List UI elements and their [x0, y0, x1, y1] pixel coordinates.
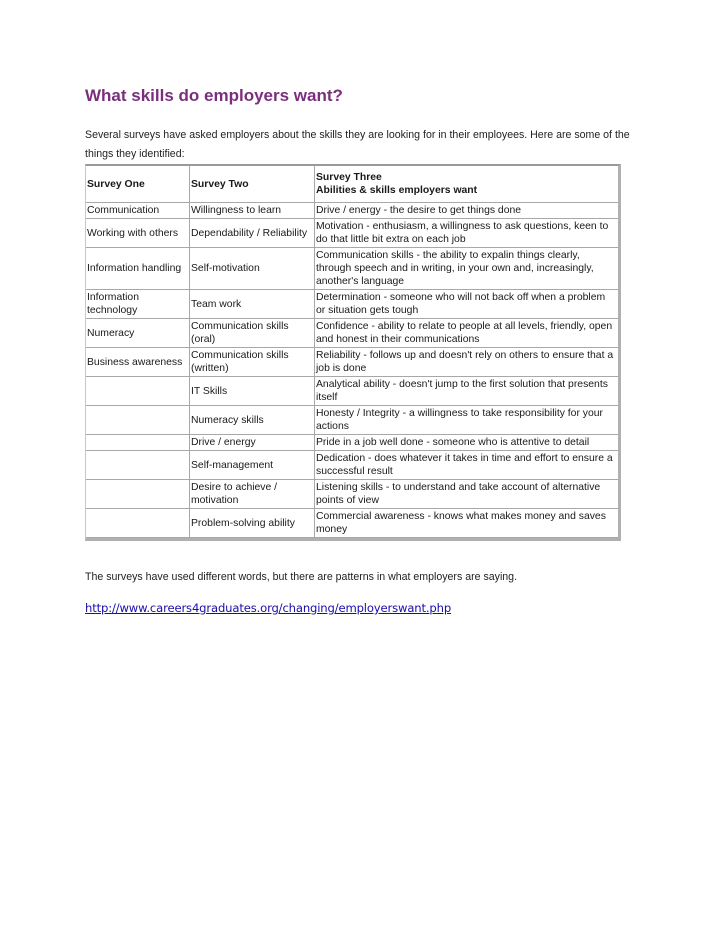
table-body: [86, 203, 618, 538]
cell-survey-two: Dependability / Reliability: [190, 219, 315, 248]
table-row: [86, 219, 618, 248]
cell-survey-three: Commercial awareness - knows what makes money and saves money: [315, 509, 618, 538]
cell-survey-two: Self-motivation: [190, 248, 315, 290]
cell-survey-two: Numeracy skills: [190, 406, 315, 435]
cell-survey-one: [86, 435, 190, 451]
header-survey-three: [315, 166, 618, 203]
cell-survey-three: Pride in a job well done - someone who is attentive to detail: [315, 435, 618, 451]
table-row: [86, 451, 618, 480]
table-row: [86, 290, 618, 319]
table-row: [86, 203, 618, 219]
cell-survey-three: Determination - someone who will not back off when a problem or situation gets tough: [315, 290, 618, 319]
header-survey-three-title: Survey Three: [316, 172, 382, 183]
cell-survey-three: Reliability - follows up and doesn't rely on others to ensure that a job is done: [315, 348, 618, 377]
cell-survey-one: Business awareness: [86, 348, 190, 377]
cell-survey-one: [86, 509, 190, 538]
header-survey-three-subtitle: Abilities & skills employers want: [316, 185, 478, 196]
cell-survey-one: [86, 451, 190, 480]
cell-survey-one: [86, 377, 190, 406]
cell-survey-three: Listening skills - to understand and take account of alternative points of view: [315, 480, 618, 509]
table-row: [86, 248, 618, 290]
cell-survey-three: Dedication - does whatever it takes in time and effort to ensure a successful result: [315, 451, 618, 480]
cell-survey-one: Information technology: [86, 290, 190, 319]
cell-survey-two: Self-management: [190, 451, 315, 480]
cell-survey-one: Information handling: [86, 248, 190, 290]
cell-survey-two: Communication skills (written): [190, 348, 315, 377]
cell-survey-two: Team work: [190, 290, 315, 319]
cell-survey-two: Communication skills (oral): [190, 319, 315, 348]
intro-paragraph: Several surveys have asked employers about the skills they are looking for in their employees. Here are some of the things they identified:: [85, 129, 630, 160]
table-row: [86, 377, 618, 406]
closing-paragraph: The surveys have used different words, but there are patterns in what employers are saying.: [85, 571, 518, 583]
skills-survey-table: [85, 164, 621, 541]
header-survey-one: Survey One: [86, 166, 190, 203]
source-link[interactable]: http://www.careers4graduates.org/changing/employerswant.php: [85, 601, 452, 615]
cell-survey-three: Honesty / Integrity - a willingness to take responsibility for your actions: [315, 406, 618, 435]
cell-survey-two: Desire to achieve / motivation: [190, 480, 315, 509]
cell-survey-three: Analytical ability - doesn't jump to the first solution that presents itself: [315, 377, 618, 406]
cell-survey-one: Working with others: [86, 219, 190, 248]
table-row: [86, 348, 618, 377]
page-title: What skills do employers want?: [85, 86, 343, 105]
table-header-row: [86, 166, 618, 203]
table-row: [86, 319, 618, 348]
cell-survey-one: [86, 480, 190, 509]
cell-survey-two: IT Skills: [190, 377, 315, 406]
table-row: [86, 435, 618, 451]
cell-survey-one: [86, 406, 190, 435]
cell-survey-two: Willingness to learn: [190, 203, 315, 219]
cell-survey-three: Motivation - enthusiasm, a willingness to ask questions, keen to do that little bit extra on each job: [315, 219, 618, 248]
cell-survey-one: Communication: [86, 203, 190, 219]
cell-survey-one: Numeracy: [86, 319, 190, 348]
table-row: [86, 406, 618, 435]
cell-survey-three: Drive / energy - the desire to get things done: [315, 203, 618, 219]
cell-survey-two: Drive / energy: [190, 435, 315, 451]
cell-survey-three: Communication skills - the ability to expalin things clearly, through speech and in writing, in your own and, increasingly, another's language: [315, 248, 618, 290]
header-survey-two: Survey Two: [190, 166, 315, 203]
cell-survey-two: Problem-solving ability: [190, 509, 315, 538]
table-row: [86, 480, 618, 509]
cell-survey-three: Confidence - ability to relate to people at all levels, friendly, open and honest in their communications: [315, 319, 618, 348]
table-row: [86, 509, 618, 538]
